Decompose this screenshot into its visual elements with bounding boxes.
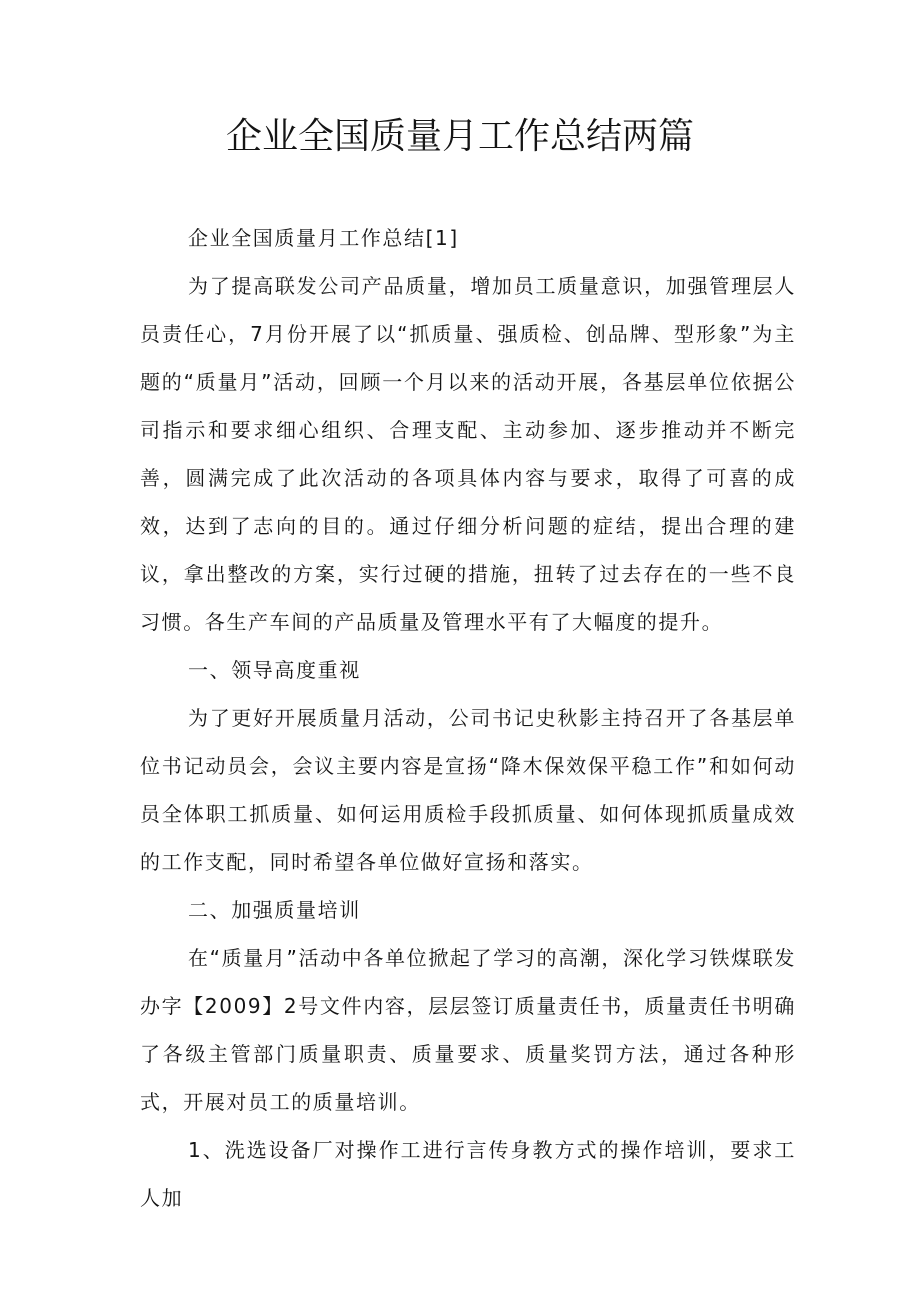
section-heading-1: 一、领导高度重视 [188, 658, 361, 682]
body-paragraph-3: 在“质量月”活动中各单位掀起了学习的高潮，深化学习铁煤联发办字【2009】2号文件内容，层层签订质量责任书，质量责任书明确了各级主管部门质量职责、质量要求、质量奖罚方法，通过各种形式，开展对员工的质量培训。 [140, 946, 796, 1114]
body-paragraph-2: 为了更好开展质量月活动，公司书记史秋影主持召开了各基层单位书记动员会，会议主要内容是宣扬“降木保效保平稳工作”和如何动员全体职工抓质量、如何运用质检手段抓质量、如何体现抓质量成效的工作支配，同时希望各单位做好宣扬和落实。 [140, 706, 796, 874]
document-body [140, 214, 796, 1222]
section-heading-2: 二、加强质量培训 [188, 898, 361, 922]
body-paragraph-1: 为了提高联发公司产品质量，增加员工质量意识，加强管理层人员责任心，7月份开展了以“抓质量、强质检、创品牌、型形象”为主题的“质量月”活动，回顾一个月以来的活动开展，各基层单位依据公司指示和要求细心组织、合理支配、主动参加、逐步推动并不断完善，圆满完成了此次活动的各项具体内容与要求，取得了可喜的成效，达到了志向的目的。通过仔细分析问题的症结，提出合理的建议，拿出整改的方案，实行过硬的措施，扭转了过去存在的一些不良习惯。各生产车间的产品质量及管理水平有了大幅度的提升。 [140, 274, 796, 634]
document-subtitle: 企业全国质量月工作总结[1] [188, 226, 459, 250]
document-title: 企业全国质量月工作总结两篇 [225, 116, 694, 157]
body-paragraph-4: 1、洗选设备厂对操作工进行言传身教方式的操作培训，要求工人加 [140, 1138, 796, 1210]
